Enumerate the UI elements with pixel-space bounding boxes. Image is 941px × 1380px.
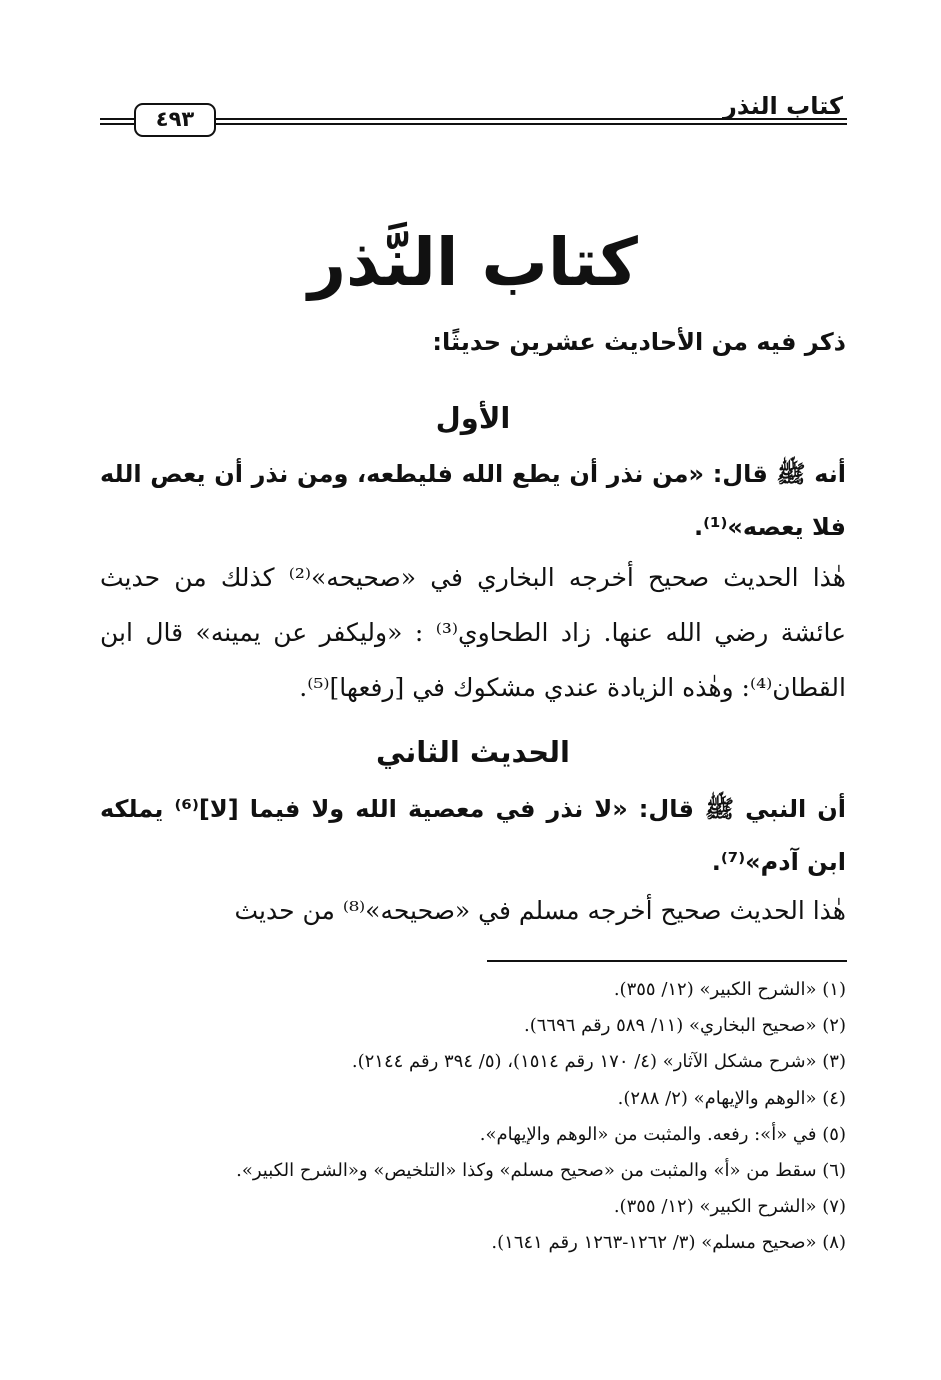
section-heading-second: الحديث الثاني: [376, 735, 570, 769]
footnote-6: (٦) سقط من «أ» والمثبت من «صحيح مسلم» وكذا «التلخيص» و«الشرح الكبير».: [236, 1160, 846, 1182]
commentary-second: هٰذا الحديث صحيح أخرجه مسلم في «صحيحه»⁽⁸⁾ من حديث: [234, 896, 846, 925]
footnote-7: (٧) «الشرح الكبير» (١٢/ ٣٥٥).: [613, 1196, 846, 1218]
chapter-title: كتاب النَّذر: [308, 224, 638, 301]
intro-text: ذكر فيه من الأحاديث عشرين حديثًا:: [432, 328, 846, 356]
page-number-frame: [134, 103, 216, 137]
footnote-3: (٣) «شرح مشكل الآثار» (٤/ ١٧٠ رقم ١٥١٤)، (٥/ ٣٩٤ رقم ٢١٤٤).: [351, 1051, 846, 1073]
hadith-text-second: أن النبي ﷺ قال: «لا نذر في معصية الله ولا فيما [لا]⁽⁶⁾ يملكه ابن آدم»⁽⁷⁾.: [100, 795, 847, 876]
footnote-1: (١) «الشرح الكبير» (١٢/ ٣٥٥).: [613, 979, 846, 1000]
running-title: كتاب النذر: [723, 92, 843, 120]
footnotes-list: [100, 972, 846, 1262]
footnote-4: (٤) «الوهم والإيهام» (٢/ ٢٨٨).: [617, 1087, 846, 1109]
section-heading-first: الأول: [435, 401, 511, 435]
hadith-text-first: أنه ﷺ قال: «من نذر أن يطع الله فليطعه، ومن نذر أن يعص الله فلا يعصه»⁽¹⁾.: [100, 460, 846, 541]
page-number: ٤٩٣: [155, 107, 195, 131]
running-header: [100, 90, 847, 135]
footnote-5: (٥) في «أ»: رفعه. والمثبت من «الوهم والإيهام».: [479, 1123, 846, 1145]
footnote-separator: [487, 960, 847, 962]
commentary-first: هٰذا الحديث صحيح أخرجه البخاري في «صحيحه»⁽²⁾ كذلك من حديث عائشة رضي الله عنها. زاد الطحاوي⁽³⁾ : «وليكفر عن يمينه» قال ابن القطان⁽⁴⁾: وهٰذه الزيادة عندي مشكوك في [رفعها]⁽⁵⁾.: [100, 563, 846, 702]
footnote-2: (٢) «صحيح البخاري» (١١/ ٥٨٩ رقم ٦٦٩٦).: [523, 1015, 846, 1037]
footnote-8: (٨) «صحيح مسلم» (٣/ ١٢٦٢-١٢٦٣ رقم ١٦٤١).: [491, 1232, 846, 1254]
